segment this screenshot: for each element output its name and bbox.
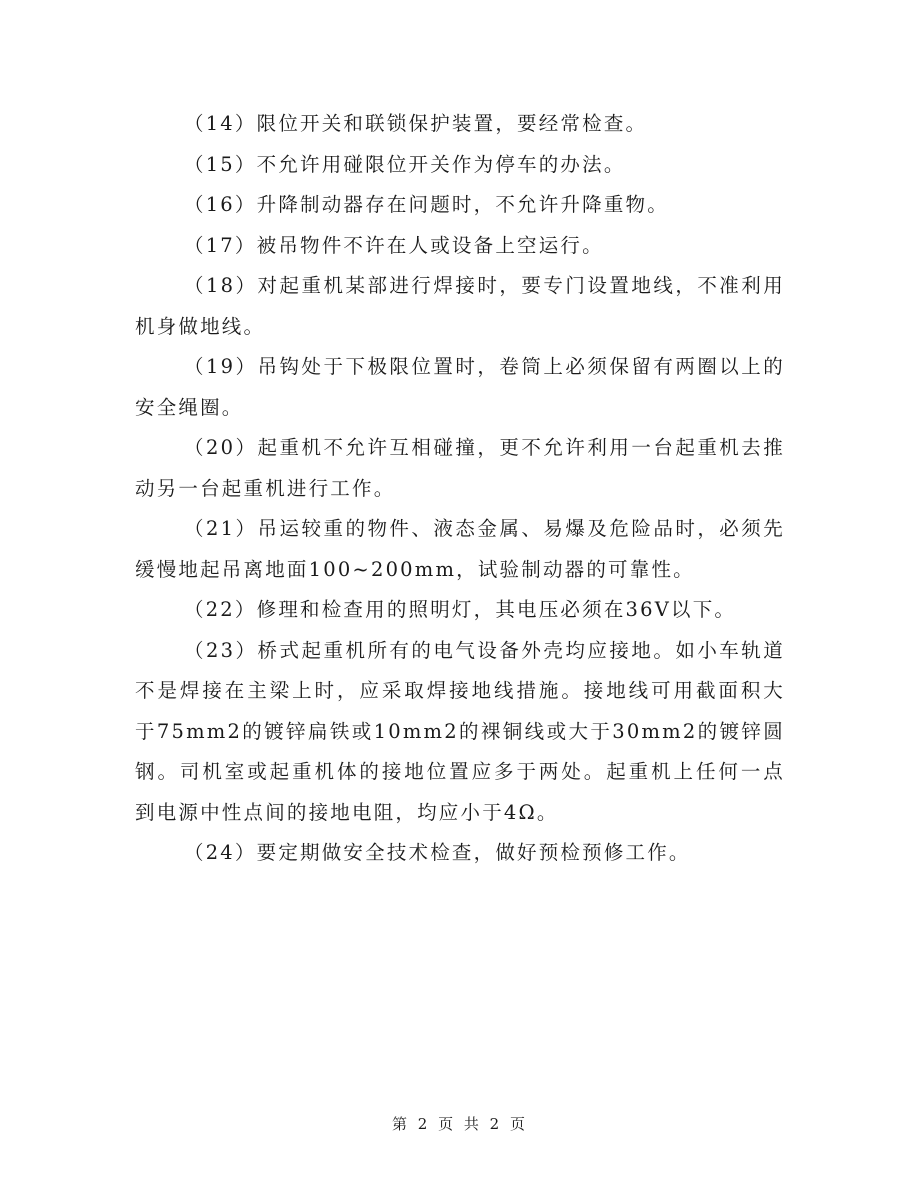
clause-18: （18）对起重机某部进行焊接时，要专门设置地线，不准利用机身做地线。	[135, 274, 785, 338]
clause-23: （23）桥式起重机所有的电气设备外壳均应接地。如小车轨道不是焊接在主梁上时，应采取焊接地线措施。接地线可用截面积大于75mm2的镀锌扁铁或10mm2的裸铜线或大于30mm2的镀锌圆钢。司机室或起重机体的接地位置应多于两处。起重机上任何一点到电源中性点间的接地电阻，均应小于4Ω。	[135, 638, 785, 824]
page-footer: 第 2 页 共 2 页	[392, 1115, 528, 1133]
clause-24: （24）要定期做安全技术检查，做好预检预修工作。	[184, 841, 691, 864]
clause-17: （17）被吊物件不许在人或设备上空运行。	[184, 233, 604, 257]
clause-20: （20）起重机不允许互相碰撞，更不允许利用一台起重机去推动另一台起重机进行工作。	[135, 436, 785, 500]
clause-21: （21）吊运较重的物件、液态金属、易爆及危险品时，必须先缓慢地起吊离地面100~200mm，试验制动器的可靠性。	[135, 517, 785, 581]
clause-22: （22）修理和检查用的照明灯，其电压必须在36V以下。	[184, 598, 737, 621]
clause-15: （15）不允许用碰限位开关作为停车的办法。	[184, 152, 626, 176]
document-body	[135, 104, 785, 874]
clause-14: （14）限位开关和联锁保护装置，要经常检查。	[184, 112, 648, 135]
clause-19: （19）吊钩处于下极限位置时，卷筒上必须保留有两圈以上的安全绳圈。	[135, 355, 785, 419]
clause-16: （16）升降制动器存在问题时，不允许升降重物。	[184, 193, 669, 216]
